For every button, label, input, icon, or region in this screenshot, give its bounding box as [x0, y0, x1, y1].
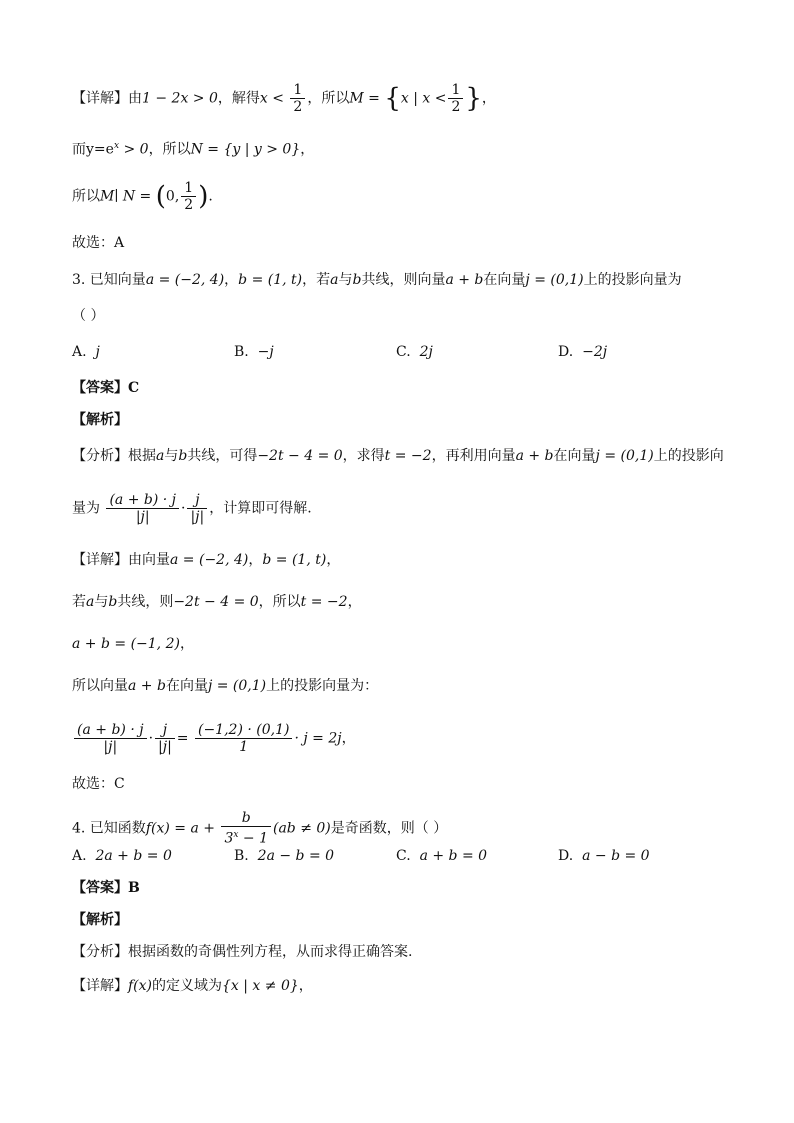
q3-detail-4: 所以向量a + b在向量j = (0,1)上的投影向量为：: [72, 678, 379, 694]
q3-option-c: C. 2j: [396, 344, 433, 360]
q3-detail-2: 若a与b共线，则−2t − 4 = 0，所以t = −2，: [72, 594, 362, 610]
q4-fenxi: 【分析】根据函数的奇偶性列方程，从而求得正确答案.: [72, 944, 413, 960]
choose-a: 故选：A: [72, 235, 125, 251]
q3-detail-1: 【详解】由向量a = (−2, 4)，b = (1, t)，: [72, 552, 341, 568]
q4-analysis: 【解析】: [72, 912, 128, 928]
q3-fenxi-1: 【分析】根据a与b共线，可得−2t − 4 = 0，求得t = −2，再利用向量a + b在向量j = (0,1)上的投影向: [72, 448, 724, 464]
q4-option-d: D. a − b = 0: [558, 848, 650, 864]
q4-option-c: C. a + b = 0: [396, 848, 488, 864]
q3-detail-5: $\frac{(a + b) \cdot j}{|j|}$ · $\frac{j}{|j|}$ = $\frac{(-1,2) \cdot (0,1)}{1}$ · j = 2j，: [72, 722, 356, 755]
detail-line-3: 所以M∣ N = (0, $\frac{1}{2}$ ).: [72, 180, 213, 213]
q3-detail-3: a + b = (−1, 2)，: [72, 636, 194, 652]
q3-choose: 故选：C: [72, 776, 125, 792]
q3-answer: 【答案】C: [72, 380, 140, 396]
q4-option-a: A. 2a + b = 0: [72, 848, 172, 864]
q4-stem: 4. 已知函数f(x) = a + $\frac{b}{3^x - 1}$ (ab ≠ 0)是奇函数，则（ ）: [72, 810, 448, 847]
q3-option-a: A. j: [72, 344, 100, 360]
q4-detail: 【详解】f(x)的定义域为{x | x ≠ 0}，: [72, 978, 313, 994]
q3-stem: 3. 已知向量a = (−2, 4)，b = (1, t)，若a与b共线，则向量a + b在向量j = (0,1)上的投影向量为: [72, 272, 682, 288]
q4-answer: 【答案】B: [72, 880, 140, 896]
q4-option-b: B. 2a − b = 0: [234, 848, 335, 864]
detail-line-1: 【详解】由1 − 2x > 0，解得x < $\frac{1}{2}$ ，所以M = {x | x < $\frac{1}{2}$ }，: [72, 82, 496, 115]
q3-fenxi-2: 量为 $\frac{(a + b) \cdot j}{|j|}$ · $\frac{j}{|j|}$ ，计算即可得解.: [72, 492, 312, 525]
q3-paren: （ ）: [72, 308, 105, 324]
q3-option-b: B. −j: [234, 344, 274, 360]
q3-option-d: D. −2j: [558, 344, 608, 360]
detail-line-2: 而$y=e^x > 0$，所以N = {y | y > 0}，: [72, 141, 315, 158]
fraction-half-2: $\frac{1}{2}$: [448, 82, 463, 115]
fraction-half: $\frac{1}{2}$: [290, 82, 305, 115]
detail-tag: 【详解】: [72, 90, 128, 107]
q3-analysis: 【解析】: [72, 412, 128, 428]
